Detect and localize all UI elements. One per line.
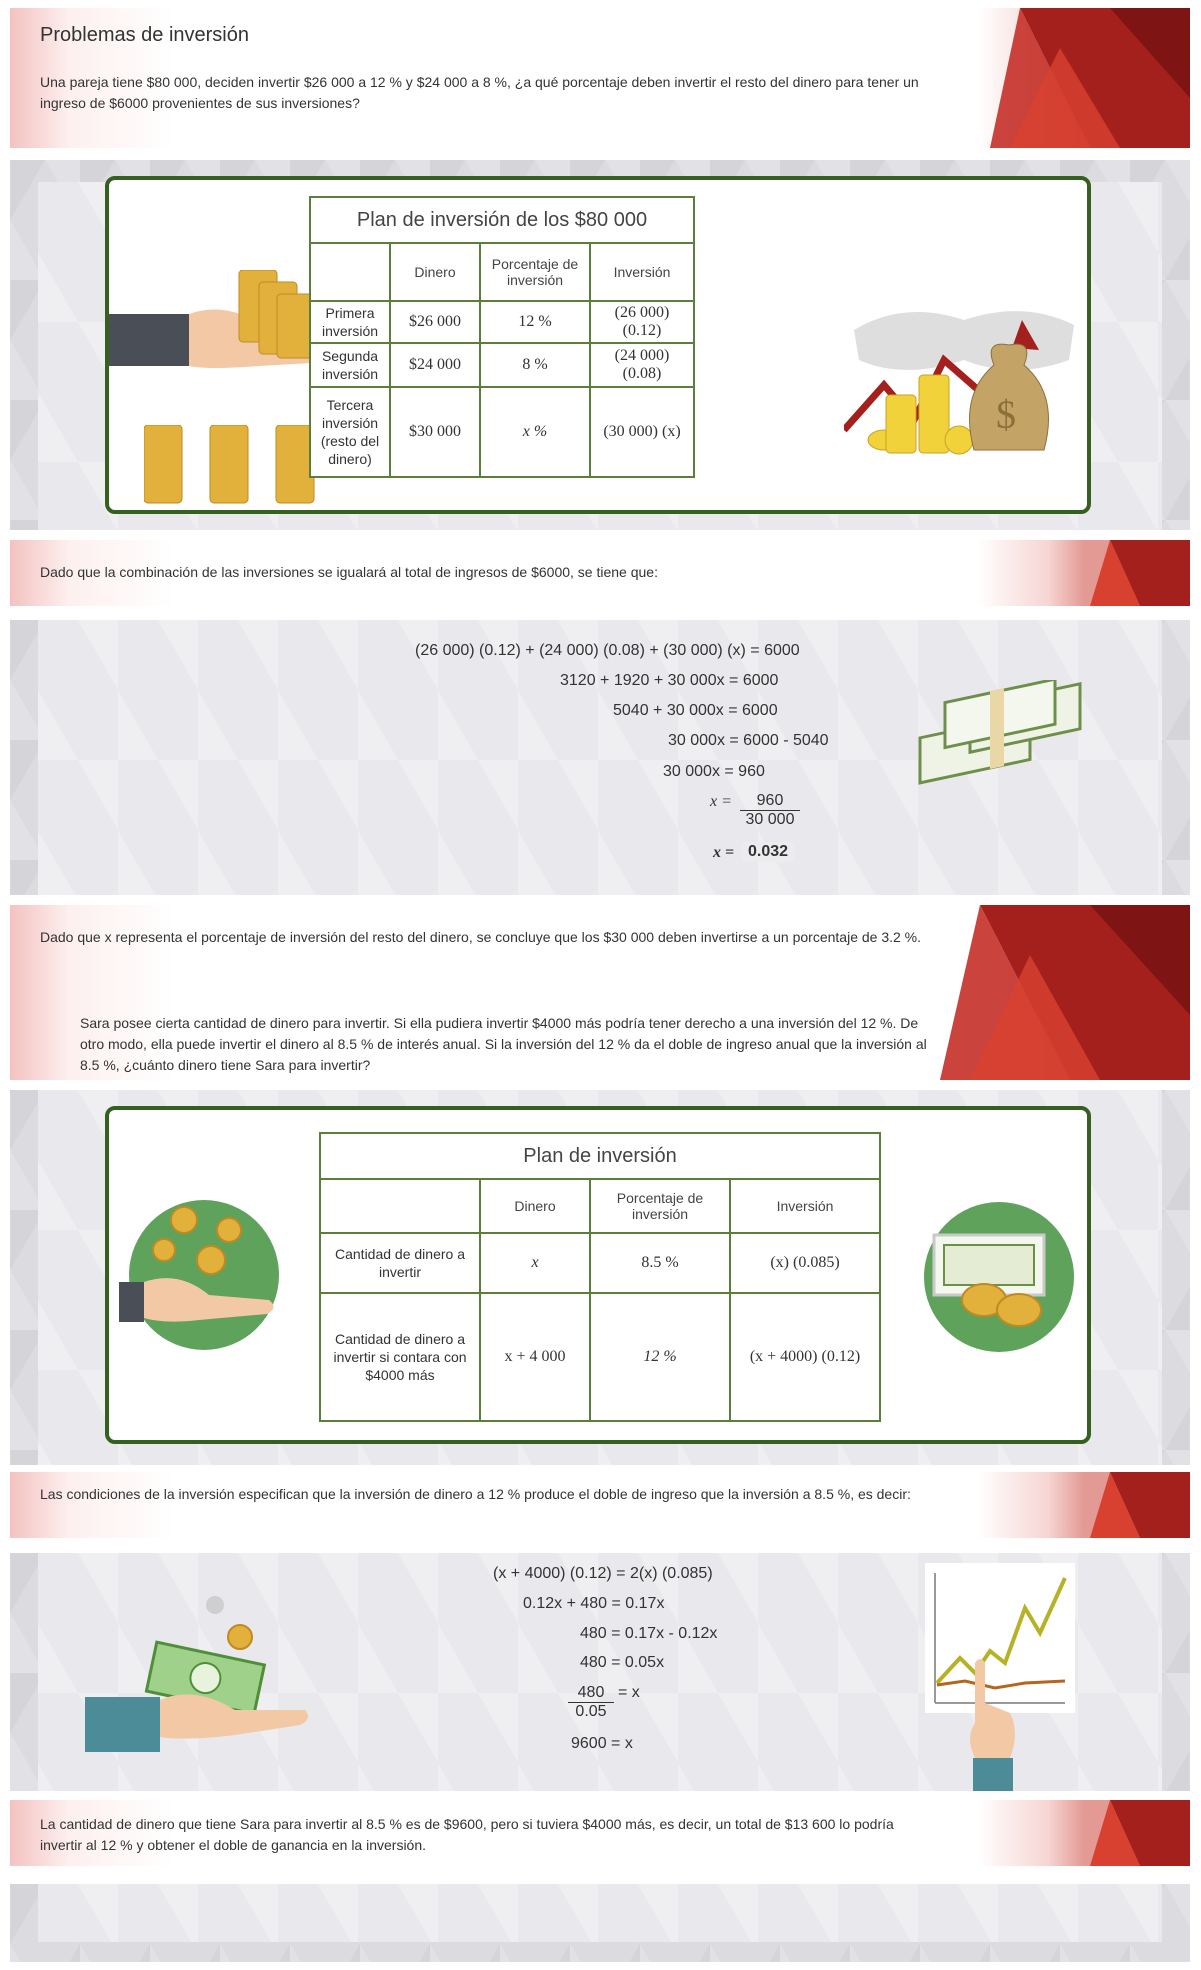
eq2-line2: 0.12x + 480 = 0.17x [523,1595,665,1612]
red-triangle-decoration-icon [1090,540,1190,606]
problem1-text: Una pareja tiene $80 000, deciden invertir $26 000 a 12 % y $24 000 a 8 %, ¿a qué porcentaje deben invertir el resto del dinero para tener un ingreso de $6000 provenientes de sus inversiones? [40,74,919,111]
conclusion1-banner [10,905,1190,1080]
row-label: Primera inversión [310,301,390,343]
svg-text:$: $ [996,392,1016,437]
table2-header-dinero: Dinero [480,1179,590,1233]
investment-table-2 [319,1132,881,1422]
footer-panel [10,1884,1190,1962]
money-stack-icon [910,680,1100,810]
table-row [320,1293,880,1421]
text3: Las condiciones de la inversión especifican que la inversión de dinero a 12 % produce el doble de ingreso que la inversión a 8.5 %, es decir: [40,1486,911,1502]
cell-dinero: x + 4 000 [480,1293,590,1421]
table2-header-blank [320,1179,480,1233]
eq1-result: 0.032 [742,842,794,862]
row-label: Tercera inversión (resto del dinero) [310,387,390,477]
red-triangle-decoration-icon [1090,1472,1190,1538]
table1-caption: Plan de inversión de los $80 000 [310,197,694,243]
text2: Dado que la combinación de las inversiones se igualará al total de ingresos de $6000, se tiene que: [40,564,658,580]
eq1-line4: 30 000x = 6000 - 5040 [668,732,829,749]
equations2-panel [10,1553,1190,1791]
equations1-panel [10,620,1190,895]
cell-dinero: x [480,1233,590,1293]
hand-receiving-coins-icon [119,1200,299,1360]
cell-porcentaje: 12 % [480,301,590,343]
table1-header-dinero: Dinero [390,243,480,301]
eq1-line5: 30 000x = 960 [663,763,765,780]
table1-header-blank [310,243,390,301]
eq2-line5-rhs: = x [618,1684,640,1701]
eq1-line1: (26 000) (0.12) + (24 000) (0.08) + (30 000) (x) = 6000 [415,642,800,659]
eq2-fraction-denominator: 0.05 [575,1703,607,1720]
table-row [310,343,694,387]
table1-header-inversion: Inversión [590,243,694,301]
eq1-fraction-numerator: 960 [740,792,800,811]
red-triangle-decoration-icon [990,8,1190,148]
table1-panel [10,160,1190,530]
eq1-line2: 3120 + 1920 + 30 000x = 6000 [560,672,779,689]
eq1-line6-lhs: x = [710,793,732,810]
table2-panel [10,1090,1190,1465]
conclusion2-text: La cantidad de dinero que tiene Sara para invertir al 8.5 % es de $9600, pero si tuviera $4000 más, es decir, un total de $13 600 lo podría invertir al 12 % y obtener el doble de ganancia en la inversión. [40,1816,894,1853]
eq2-fraction [568,1684,614,1721]
row-label: Cantidad de dinero a invertir si contara con $4000 más [320,1293,480,1421]
investment-table-1 [309,196,695,478]
row-label: Segunda inversión [310,343,390,387]
table-row [310,387,694,477]
growth-chart-icon [915,1563,1075,1791]
cell-inversion: (24 000) (0.08) [590,343,694,387]
header-banner [10,8,1190,148]
text3-banner [10,1472,1190,1538]
problem2-text: Sara posee cierta cantidad de dinero para invertir. Si ella pudiera invertir $4000 más podría tener derecho a una inversión del 12 %. De otro modo, ella puede invertir el dinero al 8.5 % de interés anual. Si la inversión del 12 % da el doble de ingreso anual que la inversión al 8.5 %, ¿cuánto dinero tiene Sara para invertir? [80,1015,927,1073]
eq2-line6: 9600 = x [571,1735,633,1752]
eq1-line7-lhs: x = [713,844,735,861]
table2-header-inversion: Inversión [730,1179,880,1233]
eq2-line4: 480 = 0.05x [580,1654,665,1671]
cell-porcentaje: 12 % [590,1293,730,1421]
text2-banner [10,540,1190,606]
table-row [310,301,694,343]
cell-inversion: (26 000) (0.12) [590,301,694,343]
table2-header-porcentaje: Porcentaje de inversión [590,1179,730,1233]
table-row [320,1233,880,1293]
cell-dinero: $30 000 [390,387,480,477]
money-bag-growth-icon [844,300,1084,460]
cell-porcentaje: x % [480,387,590,477]
eq1-line3: 5040 + 30 000x = 6000 [613,702,778,719]
cell-inversion: (x + 4000) (0.12) [730,1293,880,1421]
table1-card [105,176,1091,514]
row-label: Cantidad de dinero a invertir [320,1233,480,1293]
eq2-line3: 480 = 0.17x - 0.12x [580,1625,718,1642]
cell-dinero: $26 000 [390,301,480,343]
hand-with-banknote-icon [85,1595,315,1755]
eq1-fraction [740,792,800,829]
page-title: Problemas de inversión [40,24,249,46]
conclusion1-text: Dado que x representa el porcentaje de inversión del resto del dinero, se concluye que los $30 000 deben invertirse a un porcentaje de 3.2 %. [40,929,922,945]
red-triangle-decoration-icon [940,905,1190,1080]
table1-header-porcentaje: Porcentaje de inversión [480,243,590,301]
cell-inversion: (30 000) (x) [590,387,694,477]
money-and-coins-icon [924,1200,1074,1355]
cell-dinero: $24 000 [390,343,480,387]
red-triangle-decoration-icon [1090,1800,1190,1866]
eq2-line1: (x + 4000) (0.12) = 2(x) (0.085) [493,1565,713,1582]
cell-inversion: (x) (0.085) [730,1233,880,1293]
table2-card [105,1106,1091,1444]
conclusion2-banner [10,1800,1190,1866]
table2-caption: Plan de inversión [320,1133,880,1179]
cell-porcentaje: 8 % [480,343,590,387]
eq1-fraction-denominator: 30 000 [745,811,795,828]
cell-porcentaje: 8.5 % [590,1233,730,1293]
eq2-fraction-numerator: 480 [568,1684,614,1703]
